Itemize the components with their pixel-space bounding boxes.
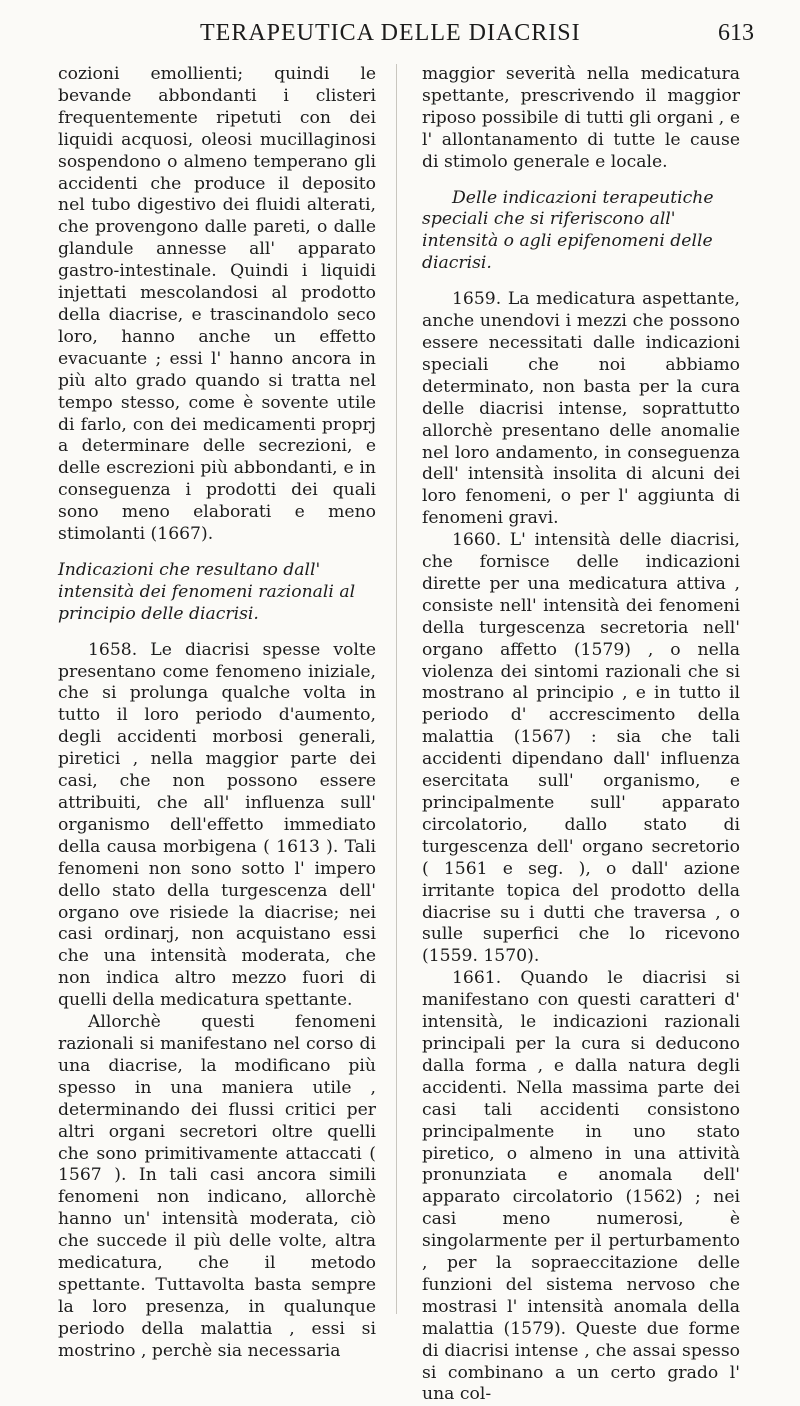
left-column [58,64,376,1363]
right-column [422,64,740,1406]
section-title-2: Delle indicazioni terapeutiche speciali che si riferiscono all' intensità o agli epifenomeni delle diacrisi. [422,187,714,274]
paragraph-continued: cozioni emollienti; quindi le bevande abbondanti i clisteri frequentemente ripetuti con dei liquidi acquosi, oleosi mucillaginosi sospendono o almeno temperano gli accidenti che produce il deposito nel tubo digestivo dei fluidi alterati, che provengono dalle pareti, o dalle glandule annesse all' apparato gastro-intestinale. Quindi i liquidi injettati mescolandosi al prodotto della diacrise, e trascinandolo seco loro, hanno anche un effetto evacuante ; essi l' hanno ancora in più alto grado quando si tratta nel tempo stesso, come è sovente utile di farlo, con dei medicamenti proprj a determinare delle secrezioni, e delle escrezioni più abbondanti, e in conseguenza i prodotti dei quali sono meno elaborati e meno stimolanti (1667). [58,64,376,545]
page-header [70,20,760,50]
paragraph-1660: 1660. L' intensità delle diacrisi, che fornisce delle indicazioni dirette per una medicatura attiva , consiste nell' intensità dei fenomeni della turgescenza secretoria nell' organo affetto (1579) , o nella violenza dei sintomi razionali che si mostrano al principio , e in tutto il periodo d' accrescimento della malattia (1567) : sia che tali accidenti dipendano dall' influenza esercitata sull' organismo, e principalmente sull' apparato circolatorio, dallo stato di turgescenza dell' organo secretorio ( 1561 e seg. ), o dall' azione irritante topica del prodotto della diacrise su i dutti che traversa , o sulle superfici che lo ricevono (1559. 1570). [422,530,740,967]
section-title-1: Indicazioni che resultano dall' intensità dei fenomeni razionali al principio delle diacrisi. [58,559,356,624]
page-number: 613 [718,20,754,46]
column-divider [396,64,397,1314]
running-title: TERAPEUTICA DELLE DIACRISI [200,20,581,46]
paragraph-1659: 1659. La medicatura aspettante, anche unendovi i mezzi che possono essere necessitati dalle indicazioni speciali che noi abbiamo determinato, non basta per la cura delle diacrisi intense, soprattutto allorchè presentano delle anomalie nel loro andamento, in conseguenza dell' intensità insolita di alcuni dei loro fenomeni, o per l' aggiunta di fenomeni gravi. [422,289,740,529]
paragraph-1661: 1661. Quando le diacrisi si manifestano con questi caratteri d' intensità, le indicazioni razionali principali per la cura si deducono dalla forma , e dalla natura degli accidenti. Nella massima parte dei casi tali accidenti consistono principalmente in uno stato piretico, o almeno in una attività pronunziata e anomala dell' apparato circolatorio (1562) ; nei casi meno numerosi, è singolarmente per il perturbamento , per la sopraeccitazione delle funzioni del sistema nervoso che mostrasi l' intensità anomala della malattia (1579). Queste due forme di diacrisi intense , che assai spesso si combinano a un certo grado l' una col- [422,968,740,1405]
paragraph-allorche: Allorchè questi fenomeni razionali si manifestano nel corso di una diacrise, la modificano più spesso in una maniera utile , determinando dei flussi critici per altri organi secretori oltre quelli che sono primitivamente attaccati ( 1567 ). In tali casi ancora simili fenomeni non indicano, allorchè hanno un' intensità moderata, ciò che succede il più delle volte, altra medicatura, che il metodo spettante. Tuttavolta basta sempre la loro presenza, in qualunque periodo della malattia , essi si mostrino , perchè sia necessaria [58,1012,376,1361]
paragraph-1658: 1658. Le diacrisi spesse volte presentano come fenomeno iniziale, che si prolunga qualche volta in tutto il loro periodo d'aumento, degli accidenti morbosi generali, piretici , nella maggior parte dei casi, che non possono essere attribuiti, che all' influenza sull' organismo dell'effetto immediato della causa morbigena ( 1613 ). Tali fenomeni non sono sotto l' impero dello stato della turgescenza dell' organo ove risiede la diacrise; nei casi ordinarj, non acquistano essi che una intensità moderata, che non indica altro mezzo fuori di quelli della medicatura spettante. [58,639,376,1011]
paragraph-continued-right: maggior severità nella medicatura spettante, prescrivendo il maggior riposo possibile di tutti gli organi , e l' allontanamento di tutte le cause di stimolo generale e locale. [422,64,740,172]
